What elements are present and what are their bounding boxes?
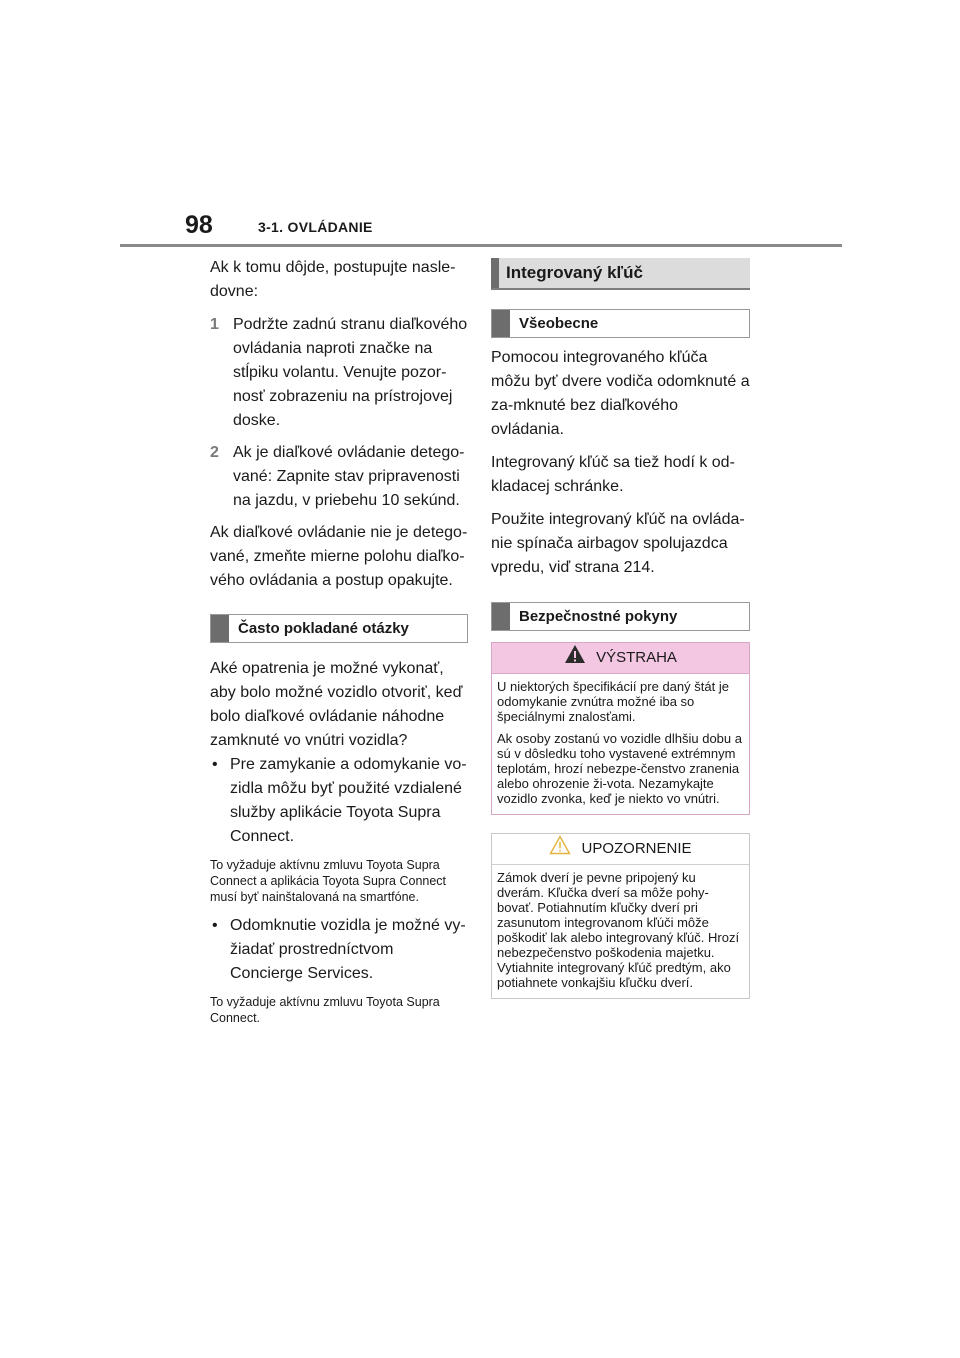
footnote: To vyžaduje aktívnu zmluvu Toyota Supra Connect. [210,995,440,1025]
right-column [491,258,750,999]
left-column [210,256,468,1035]
warning-triangle-icon [564,644,586,672]
caution-title: UPOZORNENIE [581,840,692,857]
step-number: 2 [210,444,219,461]
step-text: Ak je diaľkové ovládanie detego-vané: Zapnite stav pripravenosti na jazdu, v priebehu 10 sekúnd. [233,444,465,509]
bullet-text: Odomknutie vozidla je možné vy-žiadať prostredníctvom Concierge Services. [230,917,466,982]
caution-text: Zámok dverí je pevne pripojený ku dverám. Kľučka dverí sa môže pohy-bovať. Potiahnutím kľučky dverí pri zasunutom integrovanom kľúči môže poškodiť lak alebo integrovaný kľúč. Hrozí nebezpečenstvo poškodenia majetku. Vytiahnite integrovaný kľúč predtým, ako potiahnete vonkajšiu kľučku dverí. [497,870,740,990]
warning-title: VÝSTRAHA [596,649,677,666]
warning-text: U niektorých špecifikácií pre daný štát je odomykanie zvnútra možné iba so špeciálnymi znalosťami. [497,679,729,724]
general-heading-text: Všeobecne [519,314,599,332]
step-item [210,313,468,433]
heading-bar [492,603,510,630]
list-item [210,753,468,849]
section-title: 3-1. OVLÁDANIE [258,219,373,235]
page-number: 98 [185,211,213,239]
list-item [210,914,468,986]
step-text: Podržte zadnú stranu diaľkového ovládania naproti značke na stĺpiku volantu. Venujte pozor-nosť zobrazeniu na prístrojovej doske. [233,316,468,429]
caution-title-bar [492,834,749,865]
warning-box [491,642,750,815]
intro-text: Ak k tomu dôjde, postupujte nasle-dovne: [210,259,456,300]
footnote: To vyžaduje aktívnu zmluvu Toyota Supra Connect a aplikácia Toyota Supra Connect musí byť nainštalovaná na smartfóne. [210,858,447,904]
main-heading [491,258,750,290]
step-number: 1 [210,316,219,333]
after-steps-text: Ak diaľkové ovládanie nie je detego-vané, zmeňte mierne polohu diaľko-vého ovládania a postup opakujte. [210,524,468,589]
bullet-text: Pre zamykanie a odomykanie vo-zidla môžu byť použité vzdialené služby aplikácie Toyota Supra Connect. [230,756,467,845]
paragraph: Použite integrovaný kľúč na ovláda-nie spínača airbagov spolujazdca vpredu, viď strana 214. [491,511,745,576]
faq-question: Aké opatrenia je možné vykonať, aby bolo možné vozidlo otvoriť, keď bolo diaľkové ovládanie náhodne zamknuté vo vnútri vozidla? [210,660,463,749]
caution-body [492,865,749,998]
faq-heading [210,614,468,643]
paragraph: Integrovaný kľúč sa tiež hodí k od-kladacej schránke. [491,454,735,495]
general-heading [491,309,750,338]
heading-bar [491,258,499,288]
faq-heading-text: Často pokladané otázky [238,619,409,637]
warning-text: Ak osoby zostanú vo vozidle dlhšiu dobu a sú v dôsledku toho vystavené extrémnym teplotám, hrozí nebezpe-čenstvo zranenia alebo ohrozenie ži-vota. Nezamykajte vozidlo zvonka, keď je niekto vo vnútri. [497,731,742,806]
heading-bar [492,310,510,337]
heading-bar [211,615,229,642]
paragraph: Pomocou integrovaného kľúča môžu byť dvere vodiča odomknuté a za-mknuté bez diaľkového ovládania. [491,349,750,438]
step-item [210,441,468,513]
header-rule [120,244,842,247]
warning-title-bar [492,643,749,674]
bullet-icon: • [212,756,218,773]
bullet-icon: • [212,917,218,934]
safety-heading-text: Bezpečnostné pokyny [519,607,678,625]
caution-triangle-icon [549,835,571,863]
main-heading-text: Integrovaný kľúč [506,263,643,282]
safety-heading [491,602,750,631]
caution-box [491,833,750,999]
warning-body [492,674,749,814]
